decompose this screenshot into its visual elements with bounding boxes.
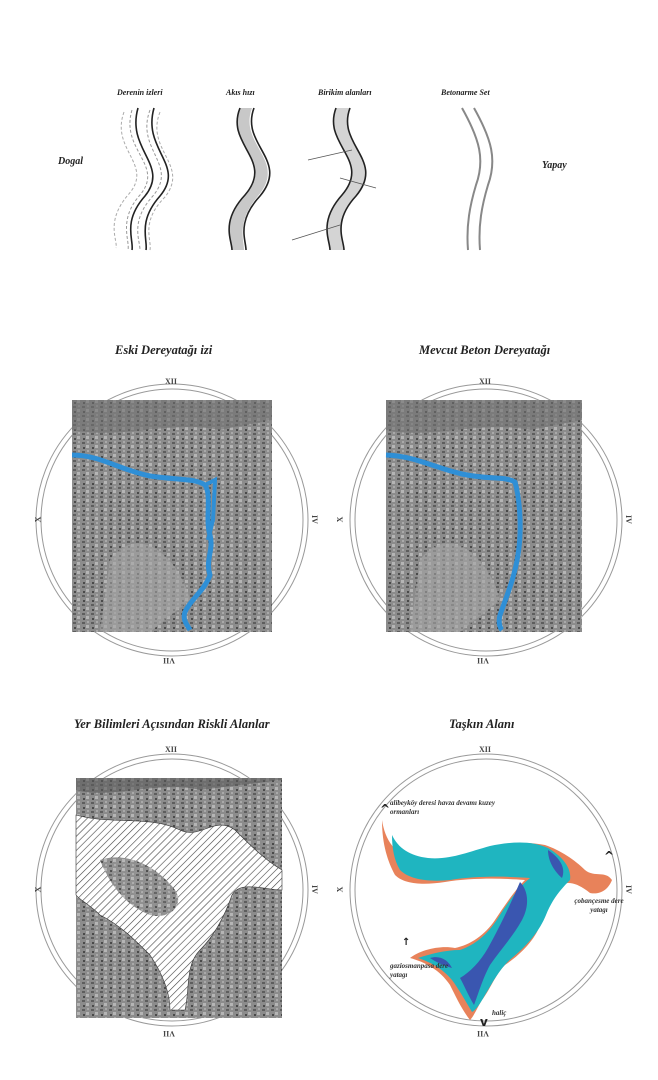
compass-west: X (335, 516, 345, 523)
akis-hizi-diagram (229, 108, 270, 250)
compass-south: VII (477, 1029, 490, 1038)
yapay-label: Yapay (542, 160, 567, 171)
column-label-akis-hizi: Akıs hızı (226, 88, 255, 97)
compass-north: XII (479, 745, 492, 754)
compass-north: XII (479, 377, 492, 386)
flood-area-teal (392, 835, 570, 1012)
column-label-betonarme-set: Betonarme Set (441, 88, 490, 97)
column-label-derenin-izleri: Derenin izleri (117, 88, 163, 97)
panel-title-flood: Taşkın Alanı (449, 717, 515, 731)
compass-west: X (335, 886, 345, 893)
compass-west: X (33, 886, 43, 893)
betonarme-set-diagram (462, 108, 492, 250)
compass-south: VII (163, 656, 176, 665)
compass-south: VII (477, 656, 490, 665)
note-cobancesme: çobançesme dere yatagı (574, 897, 624, 914)
compass-west: X (33, 516, 43, 523)
birikim-alanlari-diagram (292, 108, 376, 250)
dogal-label: Dogal (58, 156, 83, 167)
derenin-izleri-diagram (114, 108, 173, 250)
map-panel-risk (36, 754, 308, 1026)
compass-north: XII (165, 377, 178, 386)
panel-title-mevcut: Mevcut Beton Dereyatağı (419, 343, 551, 357)
svg-text:^: ^ (380, 802, 391, 816)
compass-east: IV (309, 515, 319, 524)
compass-east: IV (309, 885, 319, 894)
map-panel-eski (36, 384, 308, 656)
svg-text:v: v (480, 1015, 488, 1029)
map-panel-flood (350, 754, 622, 1029)
map-panel-mevcut (350, 384, 622, 656)
column-label-birikim-alanlari: Birikim alanları (318, 88, 372, 97)
note-gaziosmanpasa: gaziosmanpasa dere yatagı (390, 962, 449, 979)
compass-east: IV (623, 885, 633, 894)
compass-north: XII (165, 745, 178, 754)
svg-text:↑: ↑ (402, 937, 411, 948)
compass-east: IV (623, 515, 633, 524)
compass-south: VII (163, 1029, 176, 1038)
panel-title-eski: Eski Dereyatağı izi (115, 343, 213, 357)
note-halic: haliç (492, 1009, 507, 1017)
note-alibeykoy: alibeyköy deresi havza devamı kuzey ormanları (390, 799, 495, 816)
panel-title-risk: Yer Bilimleri Açısından Riskli Alanlar (74, 717, 270, 731)
svg-text:^: ^ (604, 849, 615, 863)
